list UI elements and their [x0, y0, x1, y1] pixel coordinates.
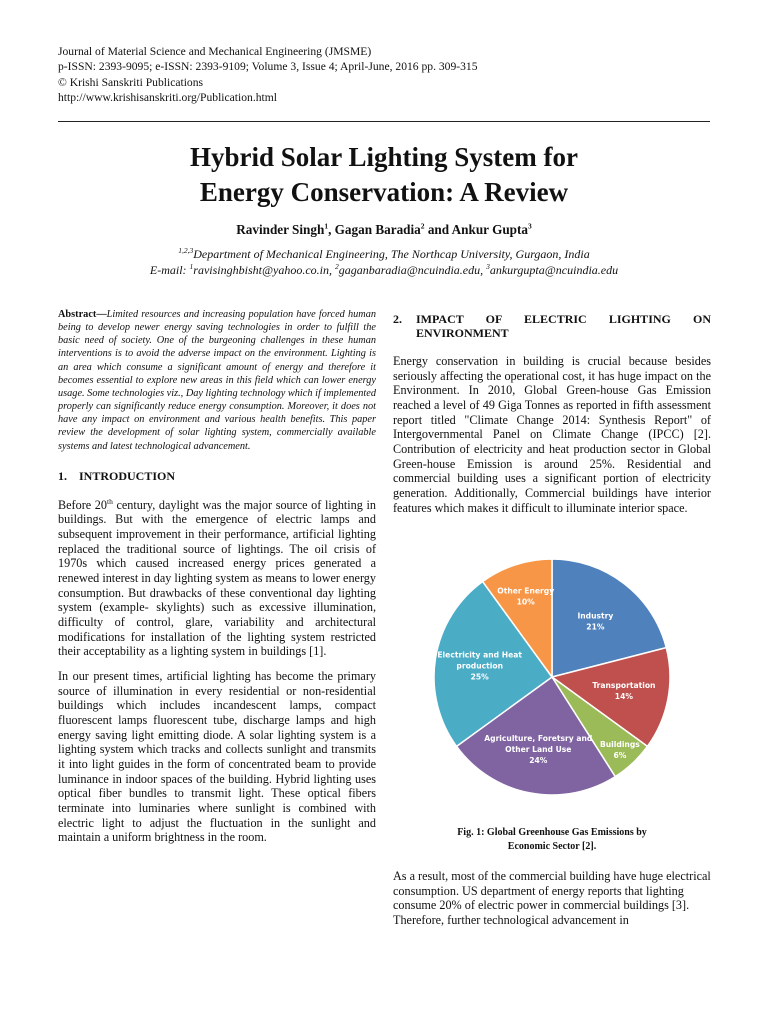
author-sup: 1: [324, 221, 329, 231]
abstract: [58, 308, 376, 453]
journal-header: [58, 44, 718, 106]
pie-slice-name: Buildings: [599, 739, 640, 749]
left-column: [58, 308, 376, 855]
journal-name: Journal of Material Science and Mechanical Engineering (JMSME): [58, 45, 372, 58]
pie-chart: [405, 543, 705, 813]
header-rule: [58, 121, 710, 122]
pie-slice-name: Electricity and Heat: [437, 650, 523, 660]
title-line-2: Energy Conservation: A Review: [199, 177, 569, 207]
abstract-label: Abstract—: [58, 309, 107, 320]
pie-slice-name: Industry: [577, 611, 614, 621]
paper-title: [58, 140, 710, 210]
email-sup: 1: [189, 262, 194, 271]
pie-slice-value: 24%: [529, 755, 548, 765]
intro-paragraph-1: [58, 498, 376, 659]
author-sep: ,: [328, 222, 335, 237]
pie-slice-name: Other Energy: [497, 586, 555, 596]
pie-slice-name: Agriculture, Foretsry and: [484, 733, 593, 743]
pie-slice-name: Other Land Use: [505, 744, 572, 754]
ordinal-sup: th: [107, 496, 113, 506]
caption-line-1: Fig. 1: Global Greenhouse Gas Emissions by: [457, 827, 647, 838]
author-name: Gagan Baradia: [334, 222, 421, 237]
email-sep: ,: [328, 263, 335, 277]
title-line-1: Hybrid Solar Lighting System for: [189, 142, 579, 172]
impact-paragraph-2: As a result, most of the commercial building have huge electrical consumption. US department of energy reports that lighting consume 20% of electric power in commercial buildings [3]. Therefore, further technological advancement in: [393, 869, 711, 927]
email-link[interactable]: gaganbaradia@ncuindia.edu: [338, 263, 481, 277]
author-name: Ankur Gupta: [451, 222, 529, 237]
email-prefix: E-mail:: [149, 263, 190, 277]
text-run: Before 20: [58, 497, 107, 512]
section-title: IMPACT OF ELECTRIC LIGHTING ON ENVIRONMENT: [416, 312, 711, 340]
journal-issn: p-ISSN: 2393-9095; e-ISSN: 2393-9109; Volume 3, Issue 4; April-June, 2016 pp. 309-315: [58, 60, 478, 74]
affiliation-sup: 1,2,3: [178, 246, 194, 255]
right-column-continued: [393, 869, 711, 938]
journal-url[interactable]: http://www.krishisanskriti.org/Publication.html: [58, 91, 277, 105]
pie-slice-value: 25%: [470, 672, 489, 682]
author-sup: 3: [528, 221, 532, 231]
caption-line-2: Economic Sector [2].: [507, 841, 597, 852]
email-sup: 2: [334, 262, 339, 271]
affiliation-text: Department of Mechanical Engineering, The Northcap University, Gurgaon, India: [193, 247, 590, 261]
impact-paragraph-1: Energy conservation in building is crucial because besides seriously affecting the operational cost, it has huge impact on the Environment. In 2010, Global Green-house Gas Emission reached a level of 49 Giga Tonnes as reported in fifth assessment report titled "Climate Change 2014: Synthesis Report" of Intergovernmental Panel on Climate Change (IPCC) [2]. Contribution of electricity and heat production sector in Global Green-house Emission is around 25%. Residential and commercial building uses a significant portion of electricity generation. Additionally, Commercial buildings have interior features which makes it difficult to illuminate interior space.: [393, 354, 711, 515]
author-sep: and: [424, 222, 452, 237]
journal-publisher: © Krishi Sanskriti Publications: [58, 75, 204, 89]
section-number: 1.: [58, 468, 67, 483]
figure-caption: [393, 826, 711, 854]
author-name: Ravinder Singh: [236, 222, 325, 237]
author-emails: [58, 263, 710, 278]
figure-1-chart: [405, 543, 705, 813]
section-title: INTRODUCTION: [79, 468, 176, 483]
abstract-text: Limited resources and increasing population have forced human being to develop newer energy saving technologies in order to fulfill the basic need of society. One of the burgeoning challenges in these human interventions is to avoid the adverse impact on the environment. Lighting is an area which consume a significant amount of energy and therefore it becomes essential to explore new areas in this field which can lower energy usage. Some technologies viz., Day lighting technology which if implemented properly can significantly reduce energy consumption. Moreover, it does not have any impact on environment and various health benefits. This paper review the development of solar lighting system, commercially available systems and latest technological advancement.: [58, 309, 376, 452]
author-sup: 2: [420, 221, 425, 231]
pie-slice-value: 21%: [586, 622, 605, 632]
email-sup: 3: [486, 262, 490, 271]
right-column: [393, 312, 711, 525]
affiliation: [58, 247, 710, 262]
pie-slice-name: Transportation: [592, 681, 656, 691]
intro-paragraph-2: In our present times, artificial lighting has become the primary source of illumination in every residential or non-residential buildings which includes incandescent lamps, compact fluorescent lamps fluorescent tube, discharge lamps and high energy saving light emitting diode. A solar lighting system is a lighting system which tracks and collects sunlight and transmits it into light guides in the form of concentrated beam to provide luminance in indoor spaces of the building. Hybrid lighting uses optical fiber bundles to transmit light. These optical fibers terminate into luminaries where sunlight is combined with electric light to adjust the fluctuation in the sunlight and maintain a uniform brightness in the room.: [58, 668, 376, 845]
author-list: [58, 222, 710, 238]
pie-slice-value: 10%: [516, 597, 535, 607]
text-run: century, daylight was the major source of lighting in buildings. But with the emergence of electric lamps and subsequent improvement in their performance, artificial lighting replaced the traditional source of lightings. The oil crisis of 1970s which caused increased energy prices generated a renewed interest in day lighting system as means to lower energy consumption. But drawbacks of these conventional day lighting system (example- skylights) such as excessive illumination, difficulty of control, glare, variability and architectural modifications for installation of the lighting system restricted their acceptability as a lighting system in buildings [1].: [58, 497, 376, 659]
email-link[interactable]: ravisinghbisht@yahoo.co.in: [193, 263, 329, 277]
section-heading-impact: [393, 312, 711, 340]
email-sep: ,: [480, 263, 487, 277]
pie-slice-name: production: [456, 661, 504, 671]
email-link[interactable]: ankurgupta@ncuindia.edu: [489, 263, 619, 277]
section-number: 2.: [393, 312, 402, 326]
section-heading-introduction: [58, 469, 376, 484]
pie-slice-value: 14%: [614, 692, 633, 702]
pie-slice-value: 6%: [613, 750, 627, 760]
